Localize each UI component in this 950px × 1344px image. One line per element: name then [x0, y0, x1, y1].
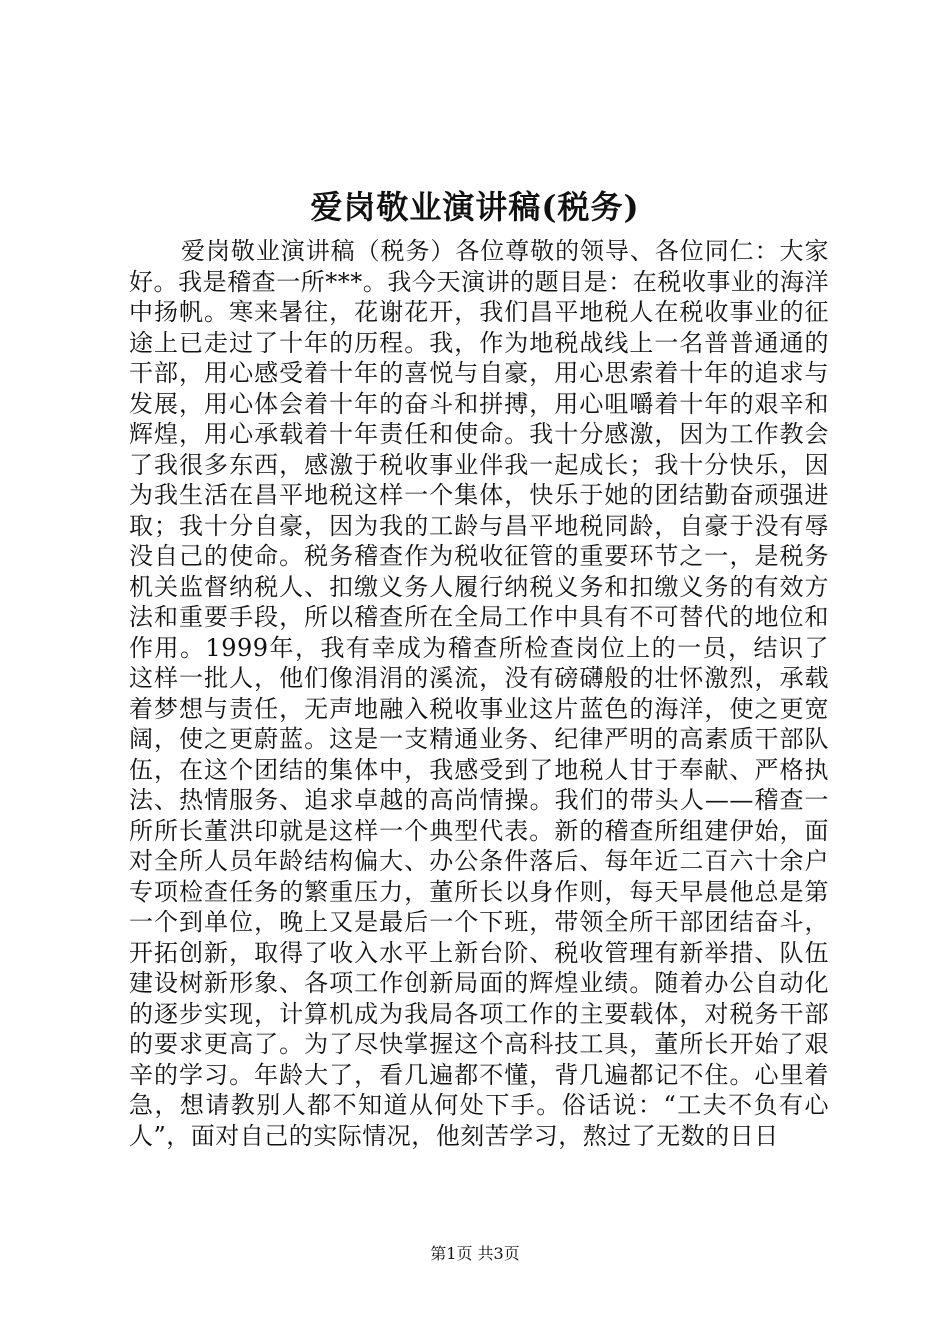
document-title: 爱岗敬业演讲稿(税务)	[310, 188, 640, 226]
body-paragraph: 爱岗敬业演讲稿（税务）各位尊敬的领导、各位同仁：大家好。我是稽查一所***。我今天演讲的题目是：在税收事业的海洋中扬帆。寒来暑往，花谢花开，我们昌平地税人在税收事业的征途上已走过了十年的历程。我，作为地税战线上一名普普通通的干部，用心感受着十年的喜悦与自豪，用心思索着十年的追求与发展，用心体会着十年的奋斗和拼搏，用心咀嚼着十年的艰辛和辉煌，用心承载着十年责任和使命。我十分感激，因为工作教会了我很多东西，感激于税收事业伴我一起成长；我十分快乐，因为我生活在昌平地税这样一个集体，快乐于她的团结勤奋顽强进取；我十分自豪，因为我的工龄与昌平地税同龄，自豪于没有辱没自己的使命。税务稽查作为税收征管的重要环节之一，是税务机关监督纳税人、扣缴义务人履行纳税义务和扣缴义务的有效方法和重要手段，所以稽查所在全局工作中具有不可替代的地位和作用。1999年，我有幸成为稽查所检查岗位上的一员，结识了这样一批人，他们像涓涓的溪流，没有磅礴般的壮怀激烈，承载着梦想与责任，无声地融入税收事业这片蓝色的海洋，使之更宽阔，使之更蔚蓝。这是一支精通业务、纪律严明的高素质干部队伍，在这个团结的集体中，我感受到了地税人甘于奉献、严格执法、热情服务、追求卓越的高尚情操。我们的带头人——稽查一所所长董洪印就是这样一个典型代表。新的稽查所组建伊始，面对全所人员年龄结构偏大、办公条件落后、每年近二百六十余户专项检查任务的繁重压力，董所长以身作则，每天早晨他总是第一个到单位，晚上又是最后一个下班，带领全所干部团结奋斗，开拓创新，取得了收入水平上新台阶、税收管理有新举措、队伍建设树新形象、各项工作创新局面的辉煌业绩。随着办公自动化的逐步实现，计算机成为我局各项工作的主要载体，对税务干部的要求更高了。为了尽快掌握这个高科技工具，董所长开始了艰辛的学习。年龄大了，看几遍都不懂，背几遍都记不住。心里着急，想请教别人都不知道从何处下手。俗话说：“工夫不负有心人”，面对自己的实际情况，他刻苦学习，熬过了无数的日日	[129, 237, 829, 1150]
page-footer: 第1页 共3页	[430, 1244, 520, 1263]
